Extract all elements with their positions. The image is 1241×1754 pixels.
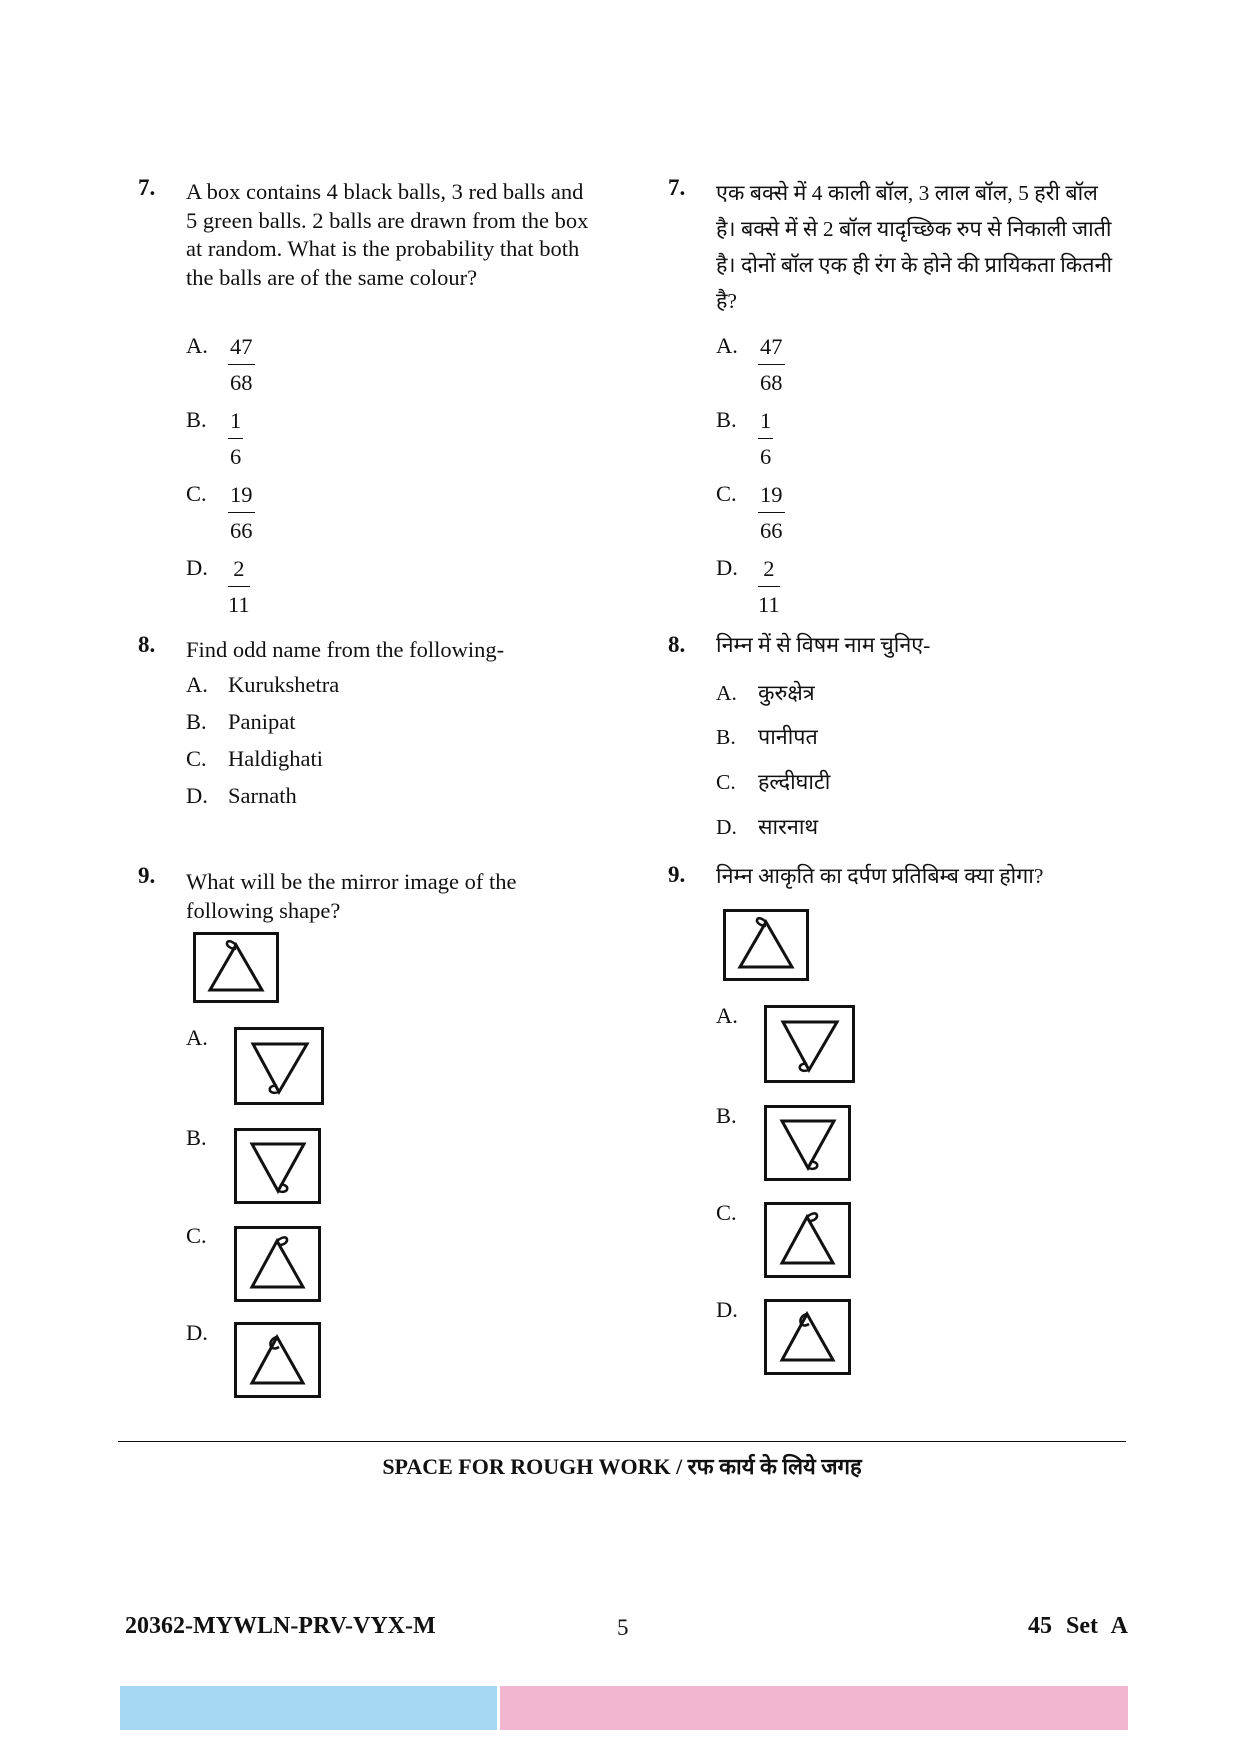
triangle-down-loop-right-icon [782, 1121, 834, 1169]
triangle-up-loop-left-icon [210, 941, 262, 990]
rough-work-heading: SPACE FOR ROUGH WORK / रफ कार्य के लिये जगह [382, 1454, 862, 1479]
option-d-label: D. [716, 1297, 738, 1322]
color-bar-blue [120, 1686, 497, 1730]
option-c-label: C. [186, 1223, 207, 1248]
color-bar-pink [500, 1686, 1128, 1730]
fraction: $\frac{19}{66}$ [230, 482, 253, 543]
option-b-label: B. [716, 1103, 737, 1128]
fraction: $\frac{1}{6}$ [230, 408, 242, 469]
question-text: निम्न में से विषम नाम चुनिए- [716, 633, 931, 657]
question-text: निम्न आकृति का दर्पण प्रतिबिम्ब क्या होगा? [716, 864, 1044, 888]
triangle-up-loop-inside-icon [782, 1314, 833, 1360]
option-a-figure [234, 1027, 324, 1105]
fraction: $\frac{1}{6}$ [760, 408, 772, 469]
option-c-figure [234, 1226, 321, 1302]
option-a: A. Kurukshetra [186, 672, 340, 697]
fraction: $\frac{2}{11}$ [758, 556, 780, 617]
triangle-up-loop-left-icon [740, 918, 792, 967]
question-text: What will be the mirror image of the following shape? [186, 869, 517, 923]
option-c: C. Haldighati [186, 746, 323, 771]
option-b: B. Panipat [186, 709, 296, 734]
question-text: Find odd name from the following- [186, 637, 505, 662]
option-b-label: B. [186, 1125, 207, 1150]
option-d-figure [234, 1322, 321, 1398]
option-d: D. $\frac{2}{11}$ [716, 555, 780, 617]
fraction: $\frac{19}{66}$ [760, 482, 783, 543]
option-d: D. $\frac{2}{11}$ [186, 555, 250, 617]
fraction: $\frac{47}{68}$ [760, 334, 783, 395]
question-text: A box contains 4 black balls, 3 red balls and 5 green balls. 2 balls are drawn from the box at random. What is the probability that both the balls are of the same colour? [186, 179, 589, 290]
option-a: A. $\frac{47}{68}$ [716, 333, 783, 395]
question-number: 7. [138, 175, 156, 200]
fraction: $\frac{47}{68}$ [230, 334, 253, 395]
question-number: 7. [668, 175, 686, 200]
option-a-label: A. [716, 1003, 738, 1028]
triangle-down-loop-left-icon [783, 1022, 837, 1071]
option-d: D. सारनाथ [716, 815, 819, 839]
option-a-figure [764, 1005, 855, 1083]
page-number: 5 [617, 1615, 629, 1640]
triangle-up-loop-right-icon [782, 1213, 833, 1263]
question-figure [723, 909, 809, 981]
option-d-figure [764, 1299, 851, 1375]
option-d: D. Sarnath [186, 783, 297, 808]
option-b: B. पानीपत [716, 725, 818, 749]
option-a: A. $\frac{47}{68}$ [186, 333, 253, 395]
paper-code: 20362-MYWLN-PRV-VYX-M [125, 1613, 436, 1639]
option-b-figure [234, 1128, 321, 1204]
fraction: $\frac{2}{11}$ [228, 556, 250, 617]
triangle-up-loop-inside-icon [252, 1337, 303, 1383]
question-number: 8. [138, 632, 156, 657]
option-c-label: C. [716, 1200, 737, 1225]
question-number: 9. [138, 863, 156, 888]
question-text: एक बक्से में 4 काली बॉल, 3 लाल बॉल, 5 हरी बॉल है। बक्से में से 2 बॉल यादृच्छिक रुप से निकाली जाती है। दोनों बॉल एक ही रंग के होने की प्रायिकता कितनी है? [716, 181, 1113, 313]
question-number: 9. [668, 862, 686, 887]
option-a-label: A. [186, 1025, 208, 1050]
option-d-label: D. [186, 1320, 208, 1345]
triangle-down-loop-right-icon [252, 1144, 304, 1192]
option-c-figure [764, 1202, 851, 1278]
option-b: B. $\frac{1}{6}$ [716, 407, 772, 469]
question-figure [193, 932, 279, 1003]
triangle-down-loop-left-icon [253, 1044, 307, 1093]
divider-line [118, 1441, 1126, 1442]
triangle-up-loop-right-icon [252, 1237, 303, 1287]
set-label: 45 Set A [1028, 1613, 1128, 1639]
option-b-figure [764, 1105, 851, 1181]
option-c: C. $\frac{19}{66}$ [716, 481, 783, 543]
question-number: 8. [668, 632, 686, 657]
option-b: B. $\frac{1}{6}$ [186, 407, 242, 469]
option-c: C. $\frac{19}{66}$ [186, 481, 253, 543]
option-c: C. हल्दीघाटी [716, 770, 831, 794]
option-a: A. कुरुक्षेत्र [716, 681, 815, 705]
